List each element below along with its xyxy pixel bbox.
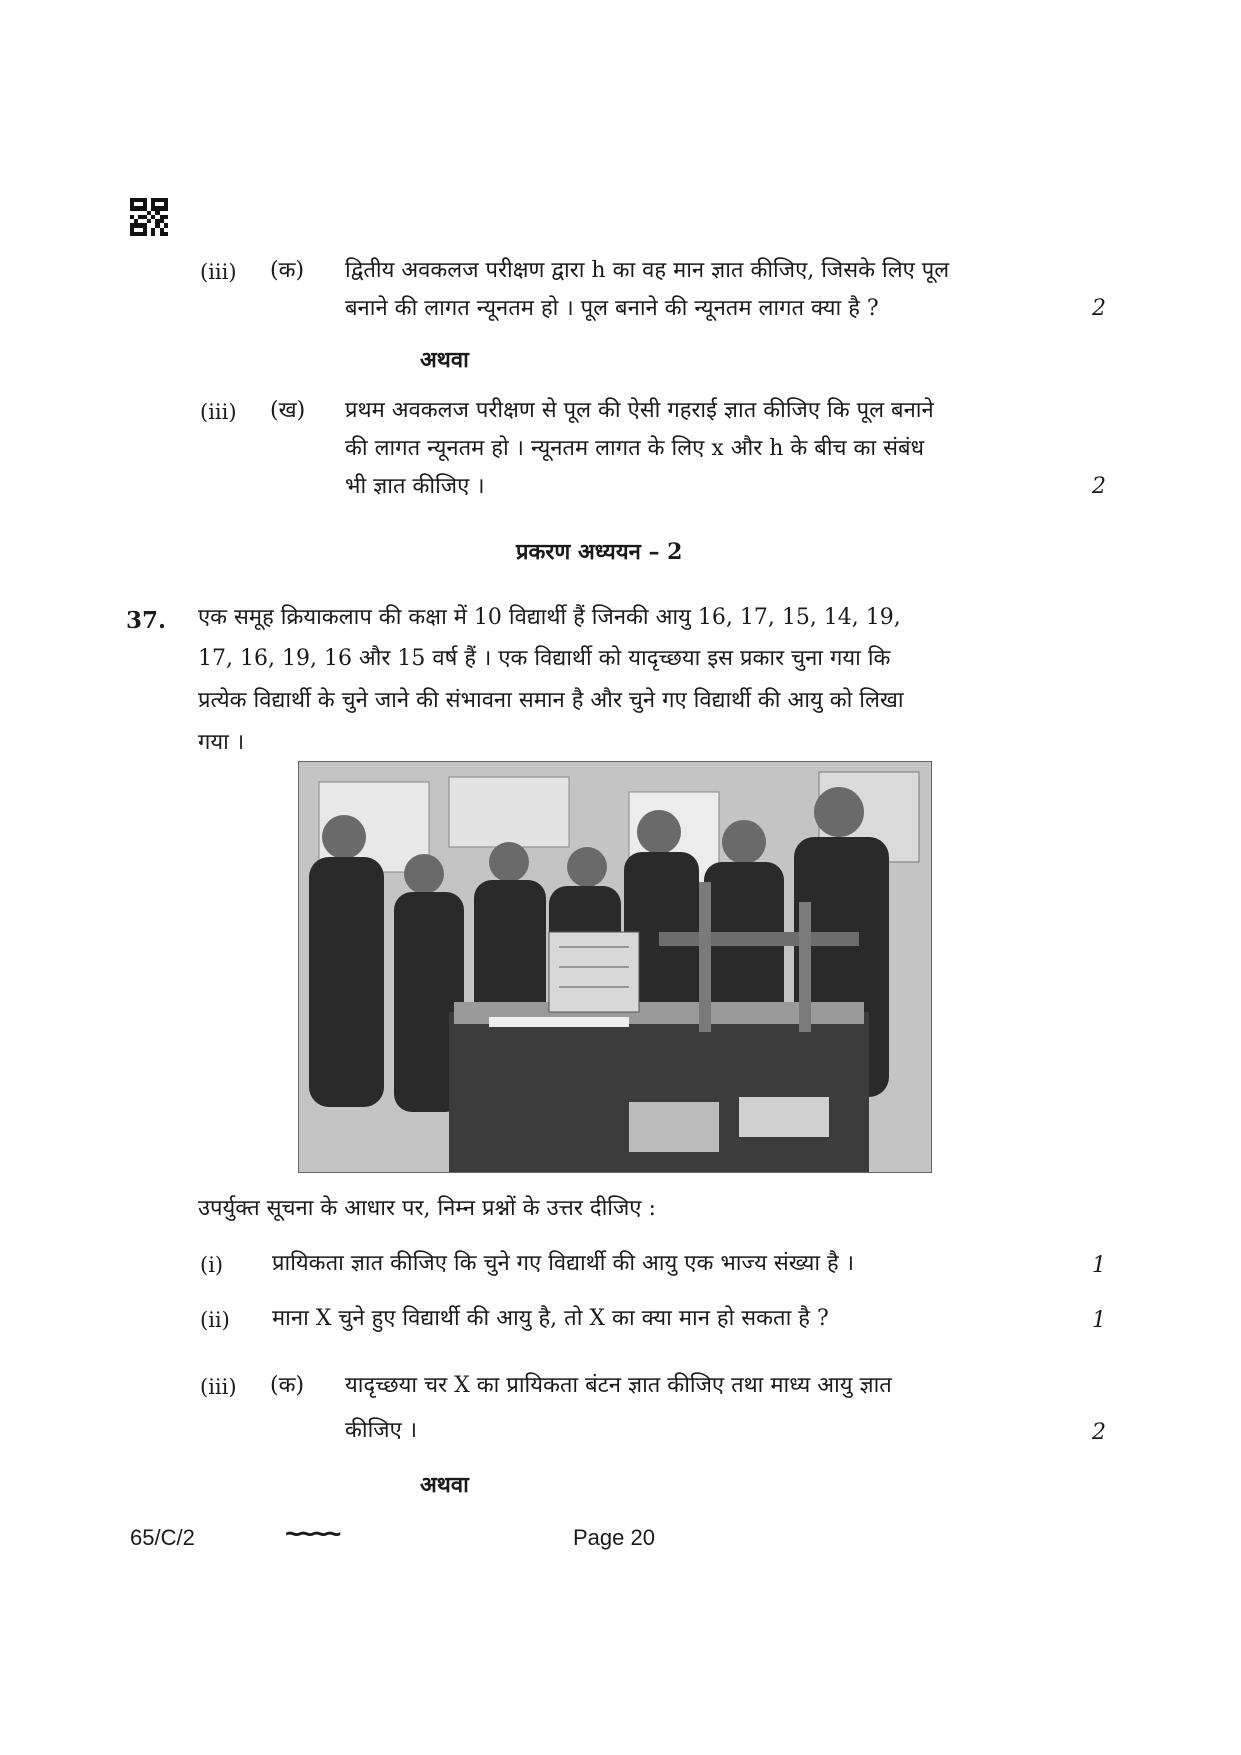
question-text-line: 17, 16, 19, 16 और 15 वर्ष हैं । एक विद्यार्थी को यादृच्छया इस प्रकार चुना गया कि — [198, 646, 891, 671]
question-text-line: प्रथम अवकलज परीक्षण से पूल की ऐसी गहराई ज्ञात कीजिए कि पूल बनाने — [345, 398, 934, 423]
question-text-line: एक समूह क्रियाकलाप की कक्षा में 10 विद्यार्थी हैं जिनकी आयु 16, 17, 15, 14, 19, — [198, 605, 901, 630]
question-text-line: की लागत न्यूनतम हो । न्यूनतम लागत के लिए x और h के बीच का संबंध — [345, 436, 925, 461]
marks: 2 — [1092, 474, 1106, 499]
question-text-line: कीजिए । — [345, 1418, 418, 1443]
instruction-text: उपर्युक्त सूचना के आधार पर, निम्न प्रश्नों के उत्तर दीजिए : — [198, 1196, 656, 1221]
question-text-line: माना X चुने हुए विद्यार्थी की आयु है, तो X का क्या मान हो सकता है ? — [272, 1306, 829, 1331]
page-number: Page 20 — [573, 1525, 655, 1550]
marks: 2 — [1092, 1420, 1106, 1445]
or-separator: अथवा — [420, 347, 469, 373]
subpart-number: (i) — [200, 1253, 224, 1277]
question-text-line: प्रायिकता ज्ञात कीजिए कि चुने गए विद्यार्थी की आयु एक भाज्य संख्या है । — [272, 1251, 855, 1276]
or-separator: अथवा — [420, 1472, 469, 1498]
question-text-line: यादृच्छया चर X का प्रायिकता बंटन ज्ञात कीजिए तथा माध्य आयु ज्ञात — [345, 1373, 892, 1398]
question-text-line: द्वितीय अवकलज परीक्षण द्वारा h का वह मान ज्ञात कीजिए, जिसके लिए पूल — [345, 258, 950, 283]
option-label: (क) — [270, 258, 305, 283]
question-text-line: बनाने की लागत न्यूनतम हो । पूल बनाने की न्यूनतम लागत क्या है ? — [345, 296, 879, 321]
question-text-line: गया । — [198, 730, 245, 755]
marks: 1 — [1092, 1308, 1106, 1333]
option-label: (ख) — [270, 398, 306, 423]
marks: 2 — [1092, 296, 1106, 321]
subpart-number: (iii) — [200, 260, 237, 284]
subpart-number: (ii) — [200, 1308, 230, 1332]
students-project-photo — [298, 761, 932, 1173]
subpart-number: (iii) — [200, 400, 237, 424]
footer-decoration: ~~~~ — [285, 1518, 339, 1549]
paper-code: 65/C/2 — [130, 1525, 195, 1550]
question-number: 37. — [126, 607, 167, 634]
question-text-line: प्रत्येक विद्यार्थी के चुने जाने की संभावना समान है और चुने गए विद्यार्थी की आयु को लिखा — [198, 688, 904, 713]
marks: 1 — [1092, 1253, 1106, 1278]
option-label: (क) — [270, 1373, 305, 1398]
subpart-number: (iii) — [200, 1375, 237, 1399]
question-text-line: भी ज्ञात कीजिए । — [345, 474, 485, 499]
section-heading: प्रकरण अध्ययन – 2 — [516, 539, 683, 565]
qr-code-icon — [130, 198, 168, 236]
